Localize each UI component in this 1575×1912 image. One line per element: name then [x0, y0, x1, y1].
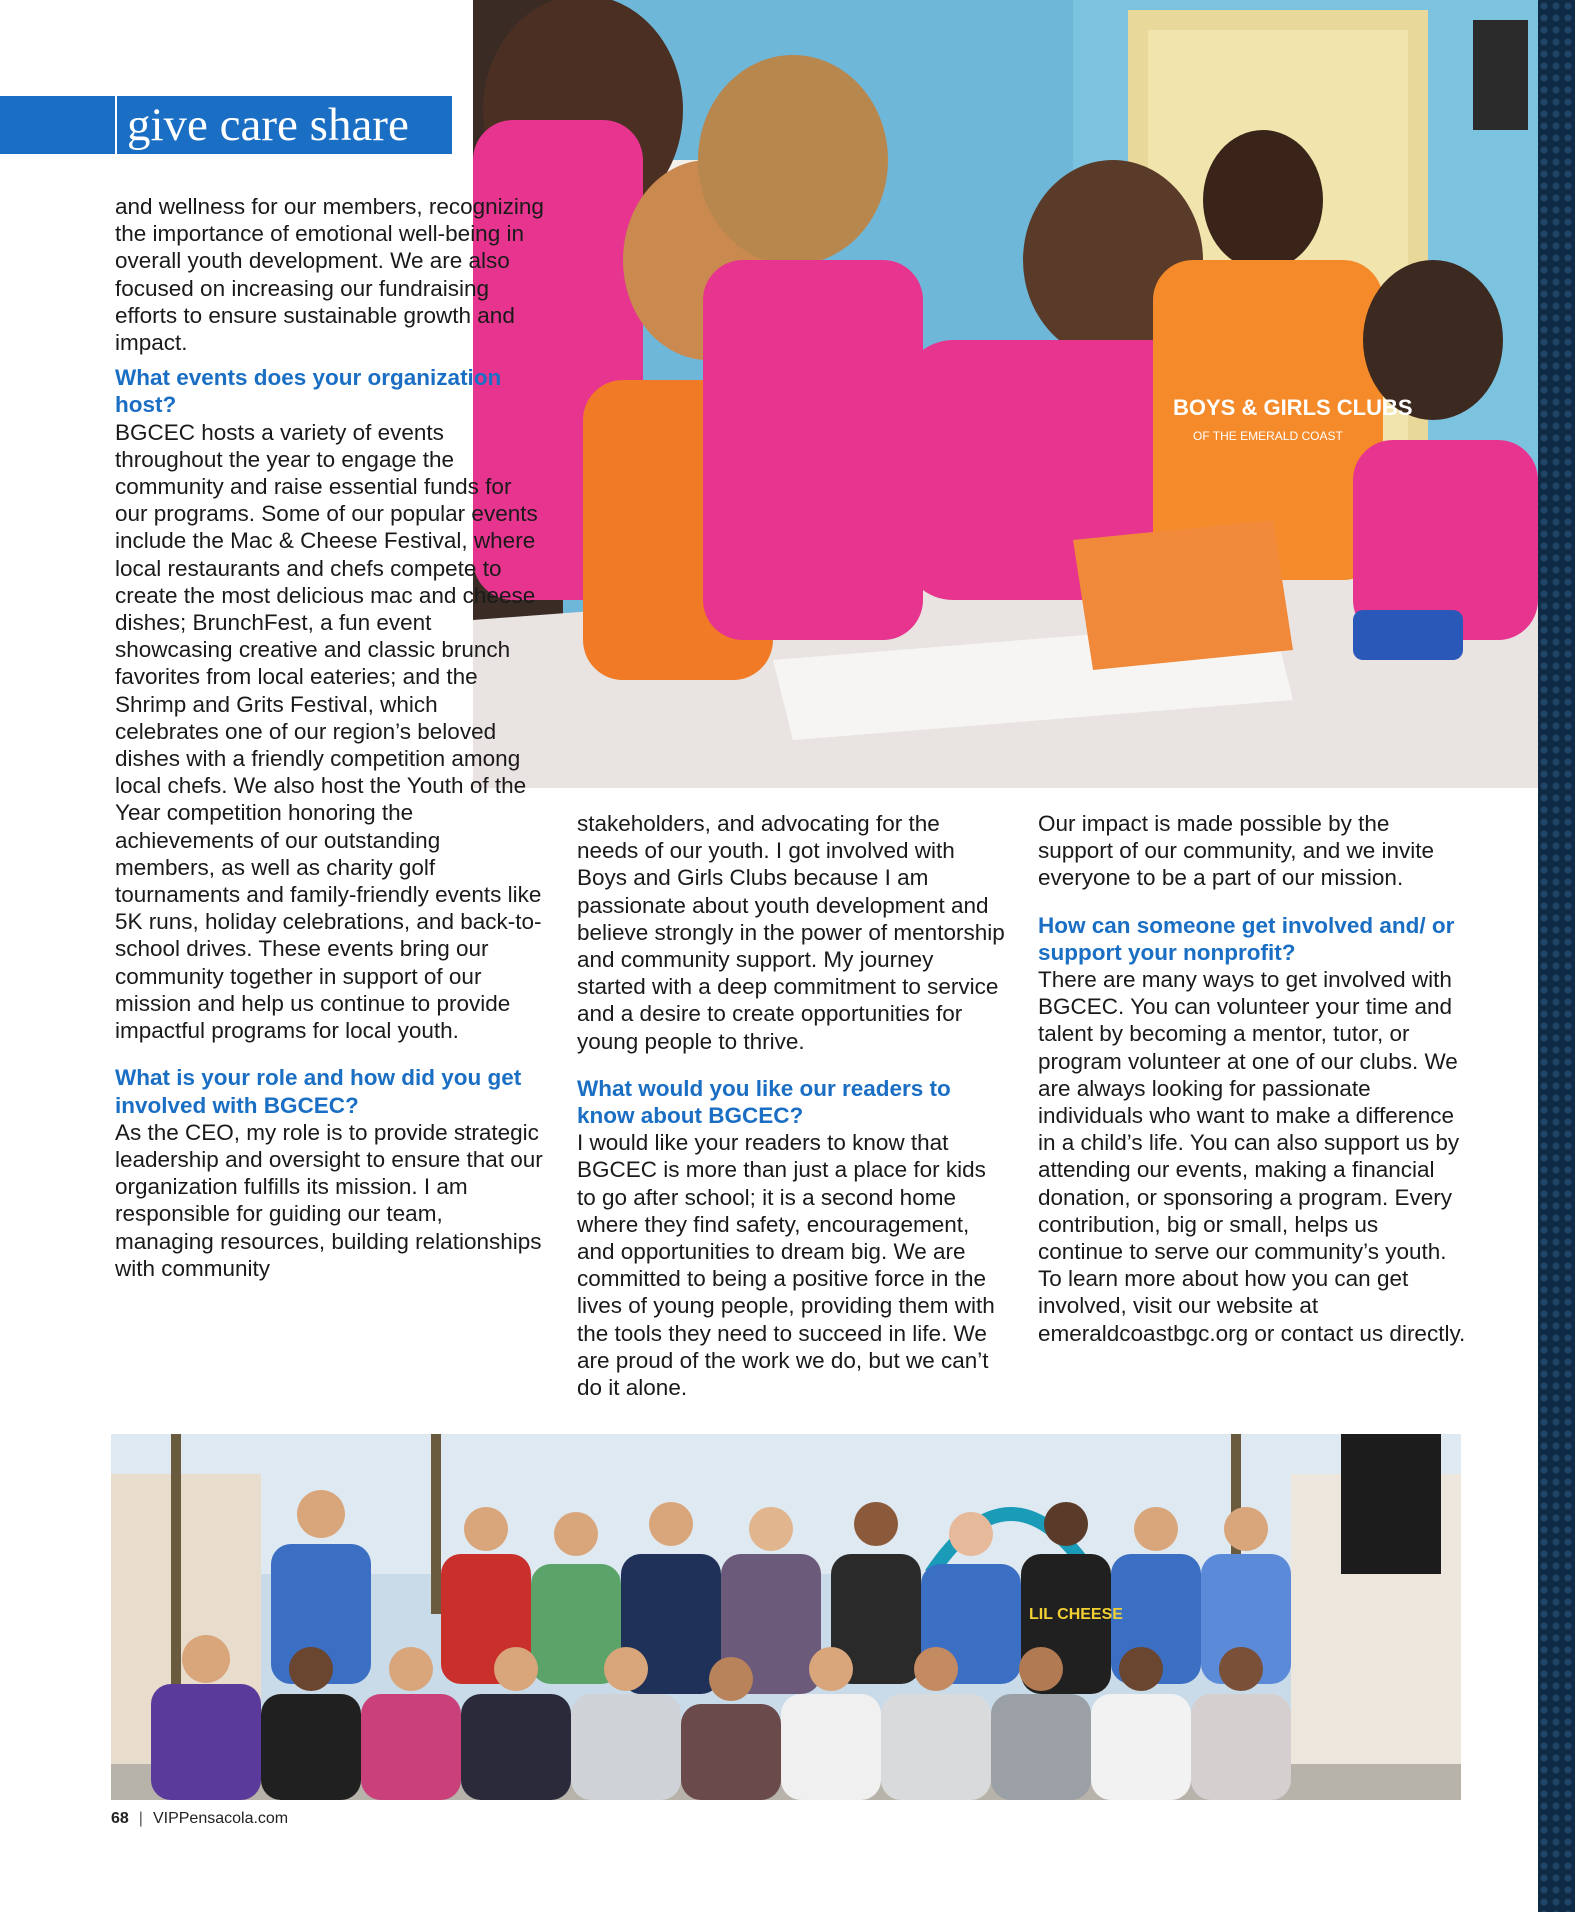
group-volunteer-photo [111, 1434, 1461, 1800]
footer-site: VIPPensacola.com [152, 1810, 289, 1827]
section-banner-title: give care share [115, 96, 409, 154]
answer-events-paragraph: BGCEC hosts a variety of events throughout the year to engage the community and raise essential funds for our programs. Some of our popular events include the Mac & Cheese Festival, where local restaurants and chefs compete to create the most delicious mac and cheese dishes; BrunchFest, a fun event showcasing creative and classic brunch favorites from local eateries; and the Shrimp and Grits Festival, which celebrates one of our region’s beloved dishes with a friendly competition among local chefs. We also host the Youth of the Year competition honoring the achievements of our outstanding members, as well as charity golf tournaments and family-friendly events like 5K runs, holiday celebrations, and back-to-school drives. These events bring our community together in support of our mission and help us continue to provide impactful programs for local youth. [115, 419, 542, 1044]
question-events-heading: What events does your organization host? [115, 365, 502, 418]
answer-role-paragraph: As the CEO, my role is to provide strategic leadership and oversight to ensure that our organization fulfills its mission. I am responsible for guiding our team, managing resources, building relationships with community [115, 1119, 543, 1281]
answer-role-continued-paragraph: stakeholders, and advocating for the needs of our youth. I got involved with Boys and Girls Clubs because I am passionate about youth development and believe strongly in the power of mentorship and community support. My journey started with a deep commitment to service and a desire to create opportunities for young people to thrive. [577, 811, 1005, 1054]
article-column-1 [115, 193, 545, 1282]
decorative-side-strip [1538, 0, 1575, 1912]
article-column-3 [1038, 810, 1468, 1347]
page-number: 68 [111, 1810, 129, 1827]
question-readers-heading: What would you like our readers to know about BGCEC? [577, 1075, 951, 1129]
question-role-heading: What is your role and how did you get involved with BGCEC? [115, 1065, 522, 1118]
question-involved-heading: How can someone get involved and/ or support your nonprofit? [1038, 912, 1455, 965]
footer-separator: | [138, 1810, 143, 1827]
page-footer [111, 1810, 288, 1828]
intro-paragraph: and wellness for our members, recognizing the importance of emotional well-being in overall youth development. We are also focused on increasing our fundraising efforts to ensure sustainable growth and impact. [115, 194, 544, 356]
article-column-2 [577, 810, 1007, 1401]
section-banner [0, 96, 452, 154]
answer-involved-paragraph: There are many ways to get involved with BGCEC. You can volunteer your time and talent by becoming a mentor, tutor, or program volunteer at one of our clubs. We are always looking for passionate individuals who want to make a difference in a child’s life. You can also support us by attending our events, making a financial donation, or sponsoring a program. Every contribution, big or small, helps us continue to serve our community’s youth. To learn more about how you can get involved, visit our website at emeraldcoastbgc.org or contact us directly. [1038, 967, 1466, 1346]
answer-readers-continued-paragraph: Our impact is made possible by the support of our community, and we invite everyone to be a part of our mission. [1038, 811, 1435, 891]
kids-activity-photo [473, 0, 1538, 788]
shirt-text: BOYS & GIRLS CLUBS [1173, 395, 1413, 420]
shirt-text: LIL CHEESE [1029, 1606, 1123, 1623]
answer-readers-paragraph: I would like your readers to know that BGCEC is more than just a place for kids to go after school; it is a second home where they find safety, encouragement, and opportunities to dream big. We are committed to being a positive force in the lives of young people, providing them with the tools they need to succeed in life. We are proud of the work we do, but we can’t do it alone. [577, 1130, 995, 1401]
shirt-subtext: OF THE EMERALD COAST [1193, 429, 1343, 443]
